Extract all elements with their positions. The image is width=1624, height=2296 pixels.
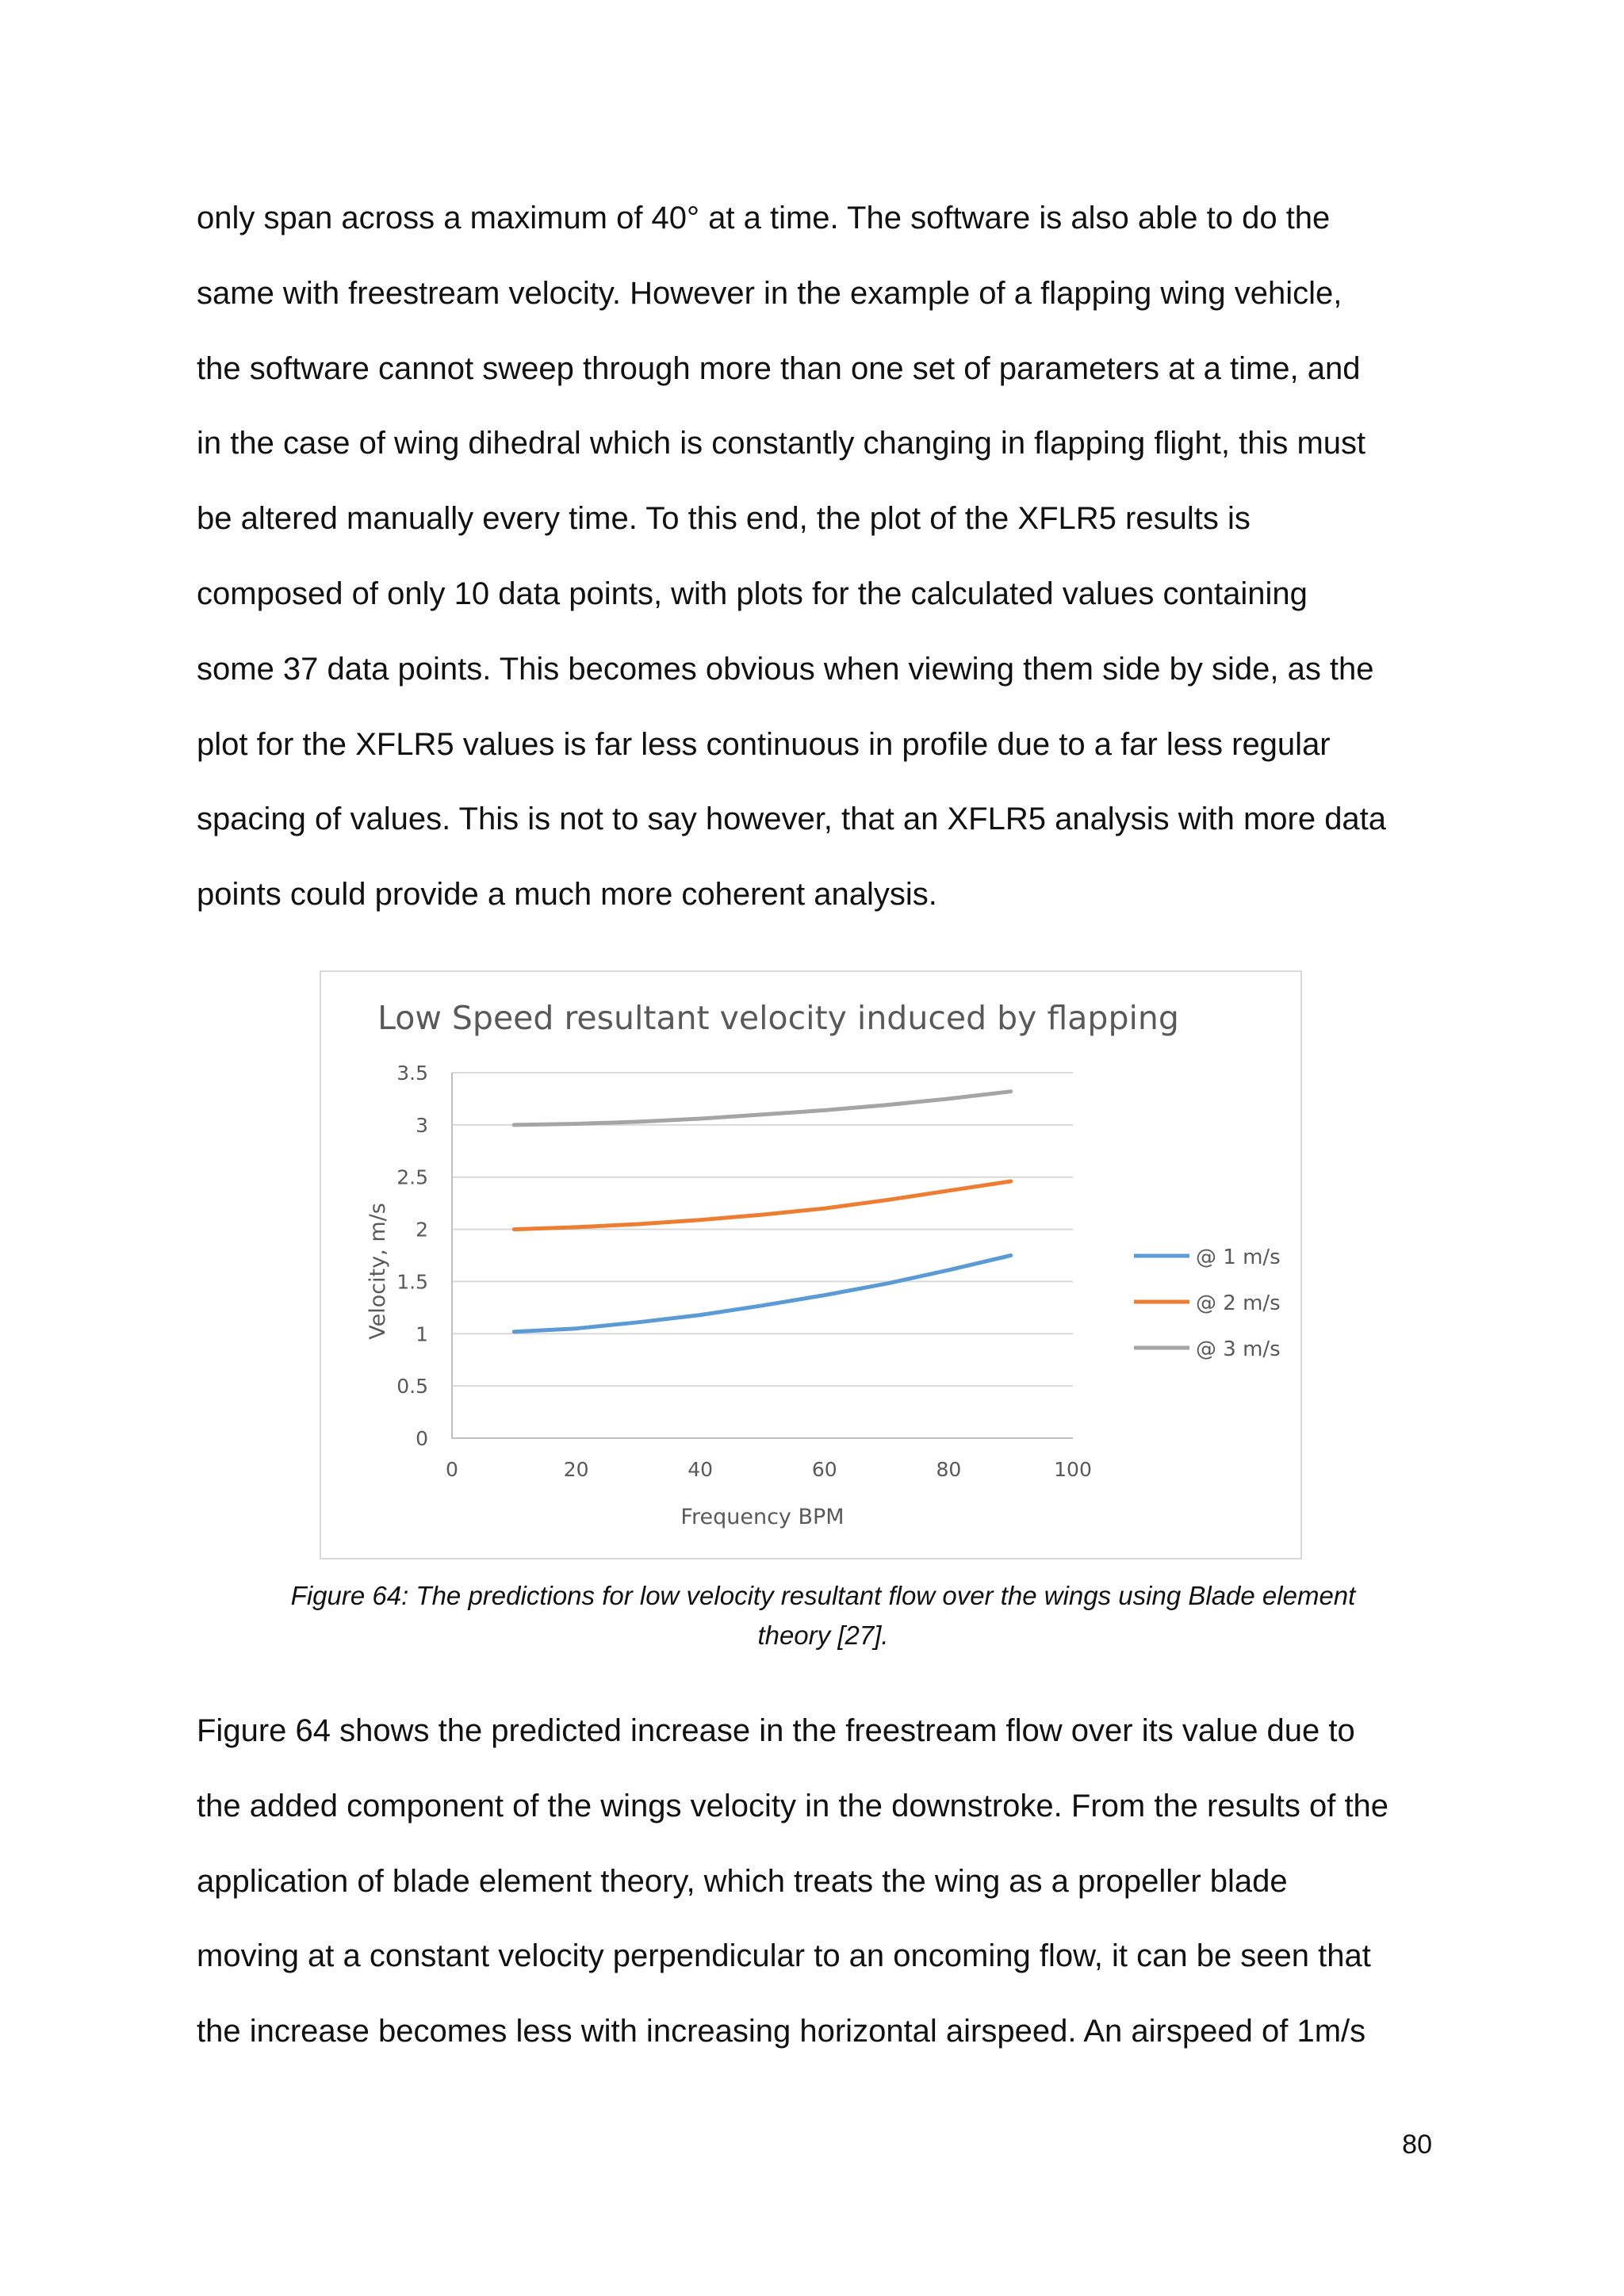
x-tick-label: 60 <box>811 1458 837 1481</box>
paragraph-line: some 37 data points. This becomes obvious when viewing them side by side, as the <box>197 652 1374 687</box>
paragraph-line: composed of only 10 data points, with plots for the calculated values containing <box>197 576 1308 611</box>
legend-label: @ 3 m/s <box>1196 1337 1281 1361</box>
paragraph-line: spacing of values. This is not to say however, that an XFLR5 analysis with more data <box>197 802 1387 836</box>
y-tick-label: 0 <box>416 1427 428 1450</box>
y-tick-label: 3.5 <box>396 1062 428 1085</box>
x-axis-label: Frequency BPM <box>680 1505 845 1529</box>
paragraph-line: points could provide a much more coherent analysis. <box>197 877 937 912</box>
series-line-1 <box>514 1256 1010 1332</box>
paragraph-line: Figure 64 shows the predicted increase in the freestream flow over its value due to <box>197 1713 1355 1748</box>
y-tick-label: 2.5 <box>396 1165 428 1189</box>
legend-label: @ 1 m/s <box>1196 1246 1281 1269</box>
paragraph-line: moving at a constant velocity perpendicular to an oncoming flow, it can be seen that <box>197 1938 1371 1973</box>
paragraph-line: the increase becomes less with increasing horizontal airspeed. An airspeed of 1m/s <box>197 2014 1366 2049</box>
series-line-2 <box>514 1181 1010 1230</box>
series-line-3 <box>514 1092 1010 1125</box>
y-tick-label: 1.5 <box>396 1270 428 1294</box>
paragraph-line: plot for the XFLR5 values is far less continuous in profile due to a far less regular <box>197 727 1331 762</box>
page-number: 80 <box>1402 2130 1432 2160</box>
paragraph-line: be altered manually every time. To this end, the plot of the XFLR5 results is <box>197 501 1251 536</box>
y-tick-label: 3 <box>416 1113 428 1137</box>
x-tick-label: 0 <box>446 1458 458 1481</box>
x-tick-label: 40 <box>688 1458 714 1481</box>
caption-line-2: theory [27]. <box>757 1621 889 1650</box>
line-chart <box>321 972 1300 1558</box>
paragraph-line: same with freestream velocity. However in the example of a flapping wing vehicle, <box>197 276 1342 311</box>
figure-64-chart <box>320 970 1302 1559</box>
paragraph-line: application of blade element theory, which treats the wing as a propeller blade <box>197 1864 1288 1899</box>
paragraph-line: the software cannot sweep through more than one set of parameters at a time, and <box>197 351 1361 386</box>
x-tick-label: 100 <box>1054 1458 1092 1481</box>
caption-line-1: Figure 64: The predictions for low velocity resultant flow over the wings using Blade element <box>290 1581 1356 1610</box>
figure-caption <box>197 1576 1450 1655</box>
legend-label: @ 2 m/s <box>1196 1292 1281 1315</box>
y-tick-label: 0.5 <box>396 1375 428 1399</box>
x-tick-label: 80 <box>936 1458 962 1481</box>
y-tick-label: 1 <box>416 1322 428 1346</box>
paragraph-line: in the case of wing dihedral which is constantly changing in flapping flight, this must <box>197 426 1366 461</box>
x-tick-label: 20 <box>563 1458 589 1481</box>
y-tick-label: 2 <box>416 1218 428 1242</box>
paragraph-line: only span across a maximum of 40° at a time. The software is also able to do the <box>197 201 1331 235</box>
paragraph-line: the added component of the wings velocity in the downstroke. From the results of the <box>197 1789 1389 1823</box>
chart-title: Low Speed resultant velocity induced by flapping <box>377 999 1179 1037</box>
y-axis-label: Velocity, m/s <box>366 1203 390 1340</box>
